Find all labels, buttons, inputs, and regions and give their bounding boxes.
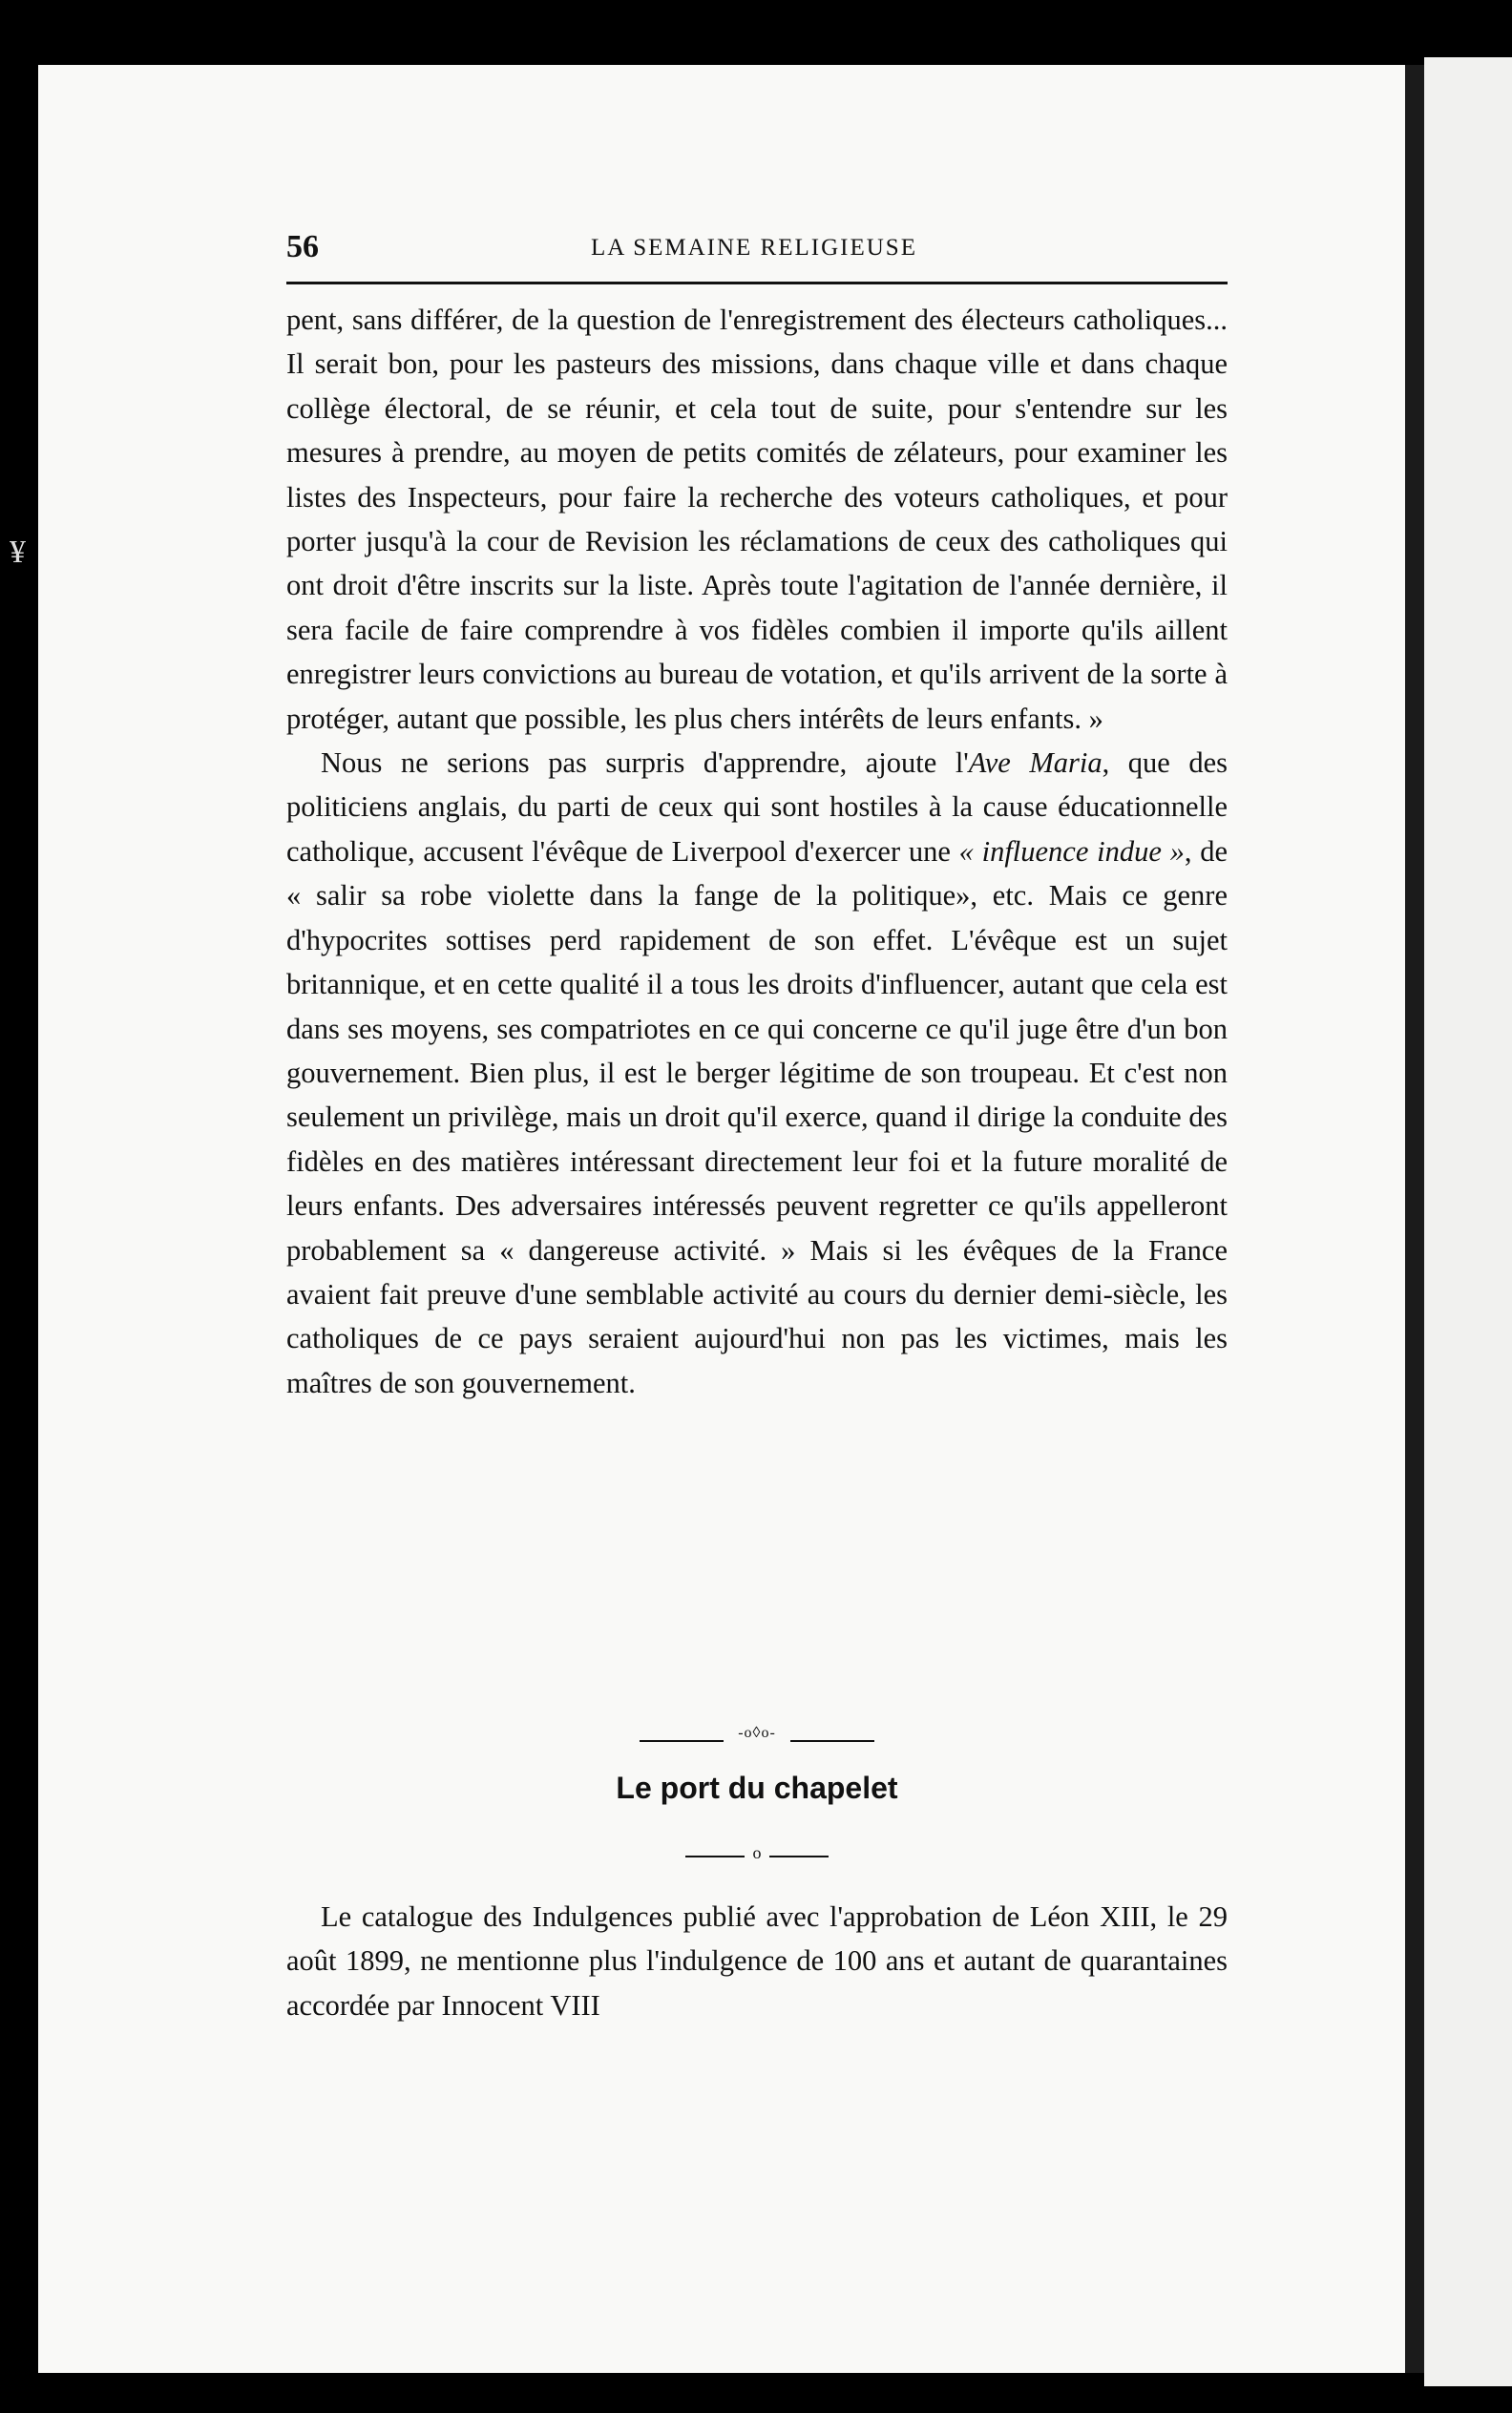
page-gutter-shadow bbox=[1405, 65, 1424, 2373]
paragraph-text: Nous ne serions pas surpris d'apprendre, ajoute l' bbox=[321, 746, 969, 780]
ornamental-divider bbox=[640, 1725, 874, 1749]
binding-mark: ¥ bbox=[10, 535, 26, 570]
paragraph-chapelet: Le catalogue des Indulgences publié avec l'approbation de Léon XIII, le 29 août 1899, ne mentionne plus l'indulgence de 100 ans et autant de quarantaines accordée par Innocent VIII bbox=[286, 1900, 1228, 2022]
running-title: LA SEMAINE RELIGIEUSE bbox=[591, 235, 917, 261]
paragraph-ave-maria bbox=[286, 741, 1228, 1405]
page-number: 56 bbox=[286, 229, 319, 264]
divider-glyph: o bbox=[752, 1843, 762, 1862]
page-header bbox=[286, 229, 1222, 286]
divider-line bbox=[769, 1856, 829, 1857]
paragraph-text: , que des politiciens anglais, du parti de ceux qui sont hostiles à la cause éducationnelle catholique, accusent l'évêque de Liverpool d'exercer une bbox=[286, 746, 1228, 868]
section-text bbox=[286, 1895, 1228, 2027]
divider-line bbox=[790, 1740, 874, 1742]
italic-quote: « influence indue » bbox=[958, 834, 1185, 868]
facing-page-edge bbox=[1424, 57, 1512, 2386]
paragraph-continued: pent, sans différer, de la question de l'enregistrement des électeurs catholiques... Il serait bon, pour les pasteurs des missions, dans chaque ville et dans chaque collège électoral, de se réunir, et cela tout de suite, pour s'entendre sur les mesures à prendre, au moyen de petits comités de zélateurs, pour examiner les listes des Inspecteurs, pour faire la recherche des voteurs catholiques, et pour porter jusqu'à la cour de Revision les réclamations de ceux des catholiques qui ont droit d'être inscrits sur la liste. Après toute l'agitation de l'année dernière, il sera facile de faire comprendre à vos fidèles combien il importe qu'ils aillent enregistrer leurs convictions au bureau de votation, et qu'ils arrivent de la sorte à protéger, autant que possible, les plus chers intérêts de leurs enfants. » bbox=[286, 304, 1228, 735]
italic-title: Ave Maria bbox=[968, 746, 1102, 780]
section-divider bbox=[685, 1843, 829, 1862]
ornament-glyph: -o◊o- bbox=[738, 1725, 776, 1741]
main-text bbox=[286, 298, 1228, 1405]
section-heading: Le port du chapelet bbox=[616, 1771, 898, 1805]
paragraph-text: , de « salir sa robe violette dans la fange de la politique», etc. Mais ce genre d'hypocrites sottises perd rapidement de son effet. L'évêque est un sujet britannique, et en cette qualité il a tous les droits d'influencer, autant que cela est dans ses moyens, ses compatriotes en ce qui concerne ce qu'il juge être d'un bon gouvernement. Bien plus, il est le berger légitime de son troupeau. Et c'est non seulement un privilège, mais un droit qu'il exerce, quand il dirige la conduite des fidèles en des matières intéressant directement leur foi et la future moralité de leurs enfants. Des adversaires intéressés peuvent regretter ce qu'ils appelleront probablement sa « dangereuse activité. » Mais si les évêques de la France avaient fait preuve d'une semblable activité au cours du dernier demi-siècle, les catholiques de ce pays seraient aujourd'hui non pas les victimes, mais les maîtres de son gouvernement. bbox=[286, 834, 1228, 1399]
header-rule bbox=[286, 282, 1228, 284]
